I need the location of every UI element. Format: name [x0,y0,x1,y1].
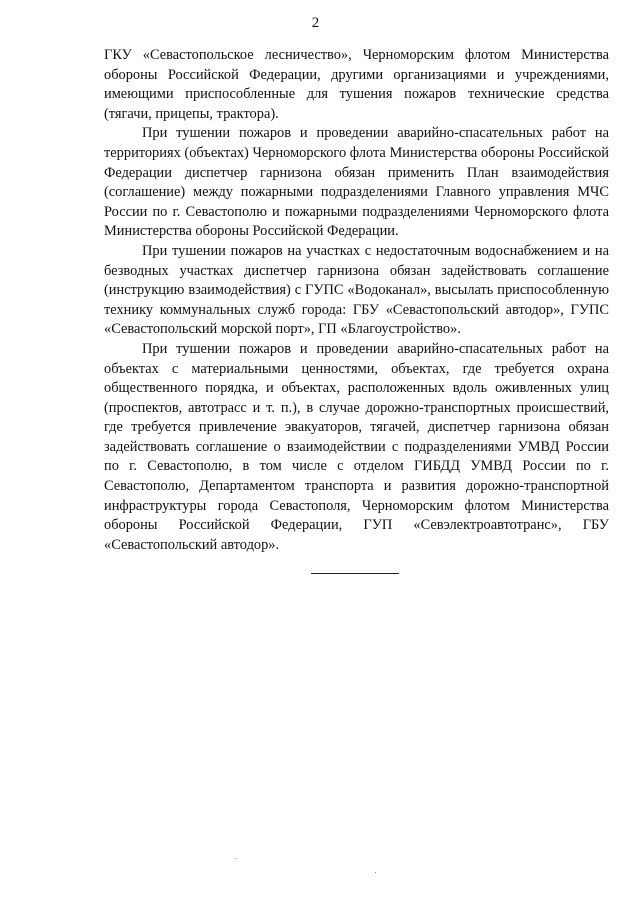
paragraph-2: При тушении пожаров и проведении аварийно-спасательных работ на территориях (объектах) Черноморского флота Министерства обороны Российской Федерации диспетчер гарнизона обязан применить План взаимодействия (соглашение) между пожарными подразделениями Главного управления МЧС России по г. Севастополю и пожарными подразделениями Черноморского флота Министерства обороны Российской Федерации. [104,125,609,240]
scan-speck [236,858,237,859]
paragraph-3: При тушении пожаров на участках с недостаточным водоснабжением и на безводных участках диспетчер гарнизона обязан задействовать соглашение (инструкцию взаимодействия) с ГУПС «Водоканал», высылать приспособленную технику коммунальных служб города: ГБУ «Севастопольский автодор», ГУПС «Севастопольский морской порт», ГП «Благоустройство». [104,242,609,338]
paragraph-1: ГКУ «Севастопольское лесничество», Черноморским флотом Министерства обороны Российской Федерации, другими организациями и учреждениями, имеющими приспособленные для тушения пожаров технические средства (тягачи, прицепы, трактора). [104,47,609,122]
scan-speck [375,872,376,873]
page-number: 2 [311,15,320,31]
paragraph-4: При тушении пожаров и проведении аварийно-спасательных работ на объектах с материальными ценностями, объектах, где требуется охрана общественного порядка, и объектах, расположенных вдоль оживленных улиц (проспектов, автотрасс и т. п.), в случае дорожно-транспортных происшествий, где требуется привлечение эвакуаторов, тягачей, диспетчер гарнизона обязан задействовать соглашение о взаимодействии с подразделениями УМВД России по г. Севастополю, в том числе с отделом ГИБДД УМВД России по г. Севастополю, Департаментом транспорта и развития дорожно-транспортной инфраструктуры города Севастополя, Черноморским флотом Министерства обороны Российской Федерации, ГУП «Севэлектроавтотранс», ГБУ «Севастопольский автодор». [104,340,609,553]
end-divider-line [311,573,399,574]
document-body [104,46,609,555]
